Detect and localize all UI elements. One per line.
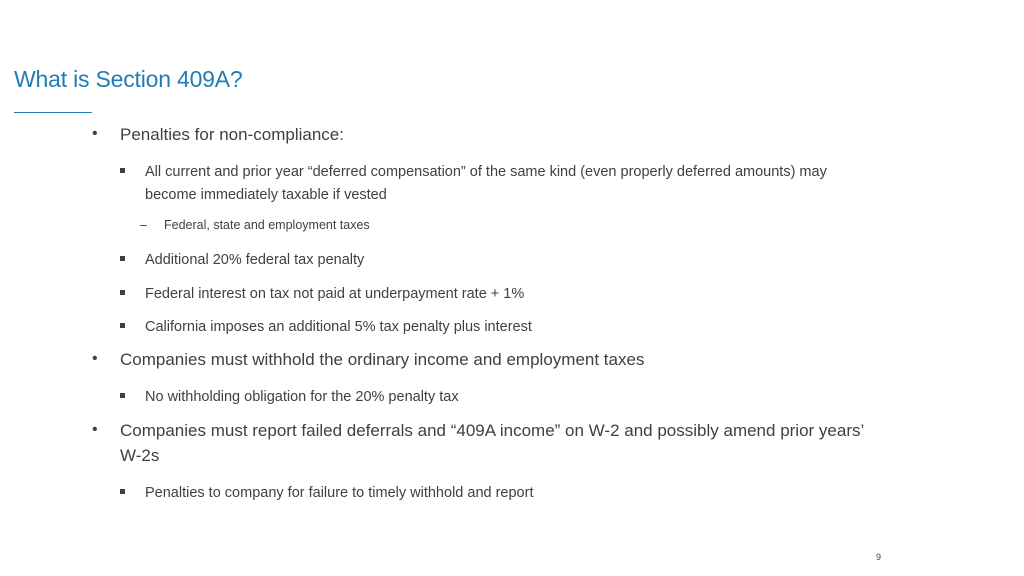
slide-title: What is Section 409A? xyxy=(14,66,243,92)
sub-sub-bullet-text: Federal, state and employment taxes xyxy=(164,218,370,232)
square-bullet-icon xyxy=(120,290,125,295)
sub-bullet-text: Additional 20% federal tax penalty xyxy=(145,252,365,268)
sub-bullet-text-line2: become immediately taxable if vested xyxy=(145,187,387,203)
sub-bullet-text: California imposes an additional 5% tax penalty plus interest xyxy=(145,319,532,335)
bullet-marker: • xyxy=(92,125,98,142)
sub-bullet-text-line1: All current and prior year “deferred compensation” of the same kind (even properly deferred amounts) may xyxy=(145,164,827,180)
sub-bullet-text: No withholding obligation for the 20% penalty tax xyxy=(145,389,459,405)
title-underline xyxy=(14,112,92,113)
page-number: 9 xyxy=(876,552,882,562)
sub-bullet-text: Federal interest on tax not paid at underpayment rate + 1% xyxy=(145,286,525,302)
square-bullet-icon xyxy=(120,323,125,328)
dash-bullet-icon: – xyxy=(140,218,147,232)
bullet-text: Penalties for non-compliance: xyxy=(120,125,344,144)
square-bullet-icon xyxy=(120,256,125,261)
sub-bullet-text: Penalties to company for failure to timely withhold and report xyxy=(145,485,534,501)
bullet-marker: • xyxy=(92,421,98,438)
bullet-text: Companies must withhold the ordinary income and employment taxes xyxy=(120,350,645,369)
square-bullet-icon xyxy=(120,168,125,173)
square-bullet-icon xyxy=(120,489,125,494)
bullet-text-line2: W-2s xyxy=(120,446,160,465)
bullet-text-line1: Companies must report failed deferrals and “409A income” on W-2 and possibly amend prior years’ xyxy=(120,421,865,440)
bullet-marker: • xyxy=(92,350,98,367)
square-bullet-icon xyxy=(120,393,125,398)
